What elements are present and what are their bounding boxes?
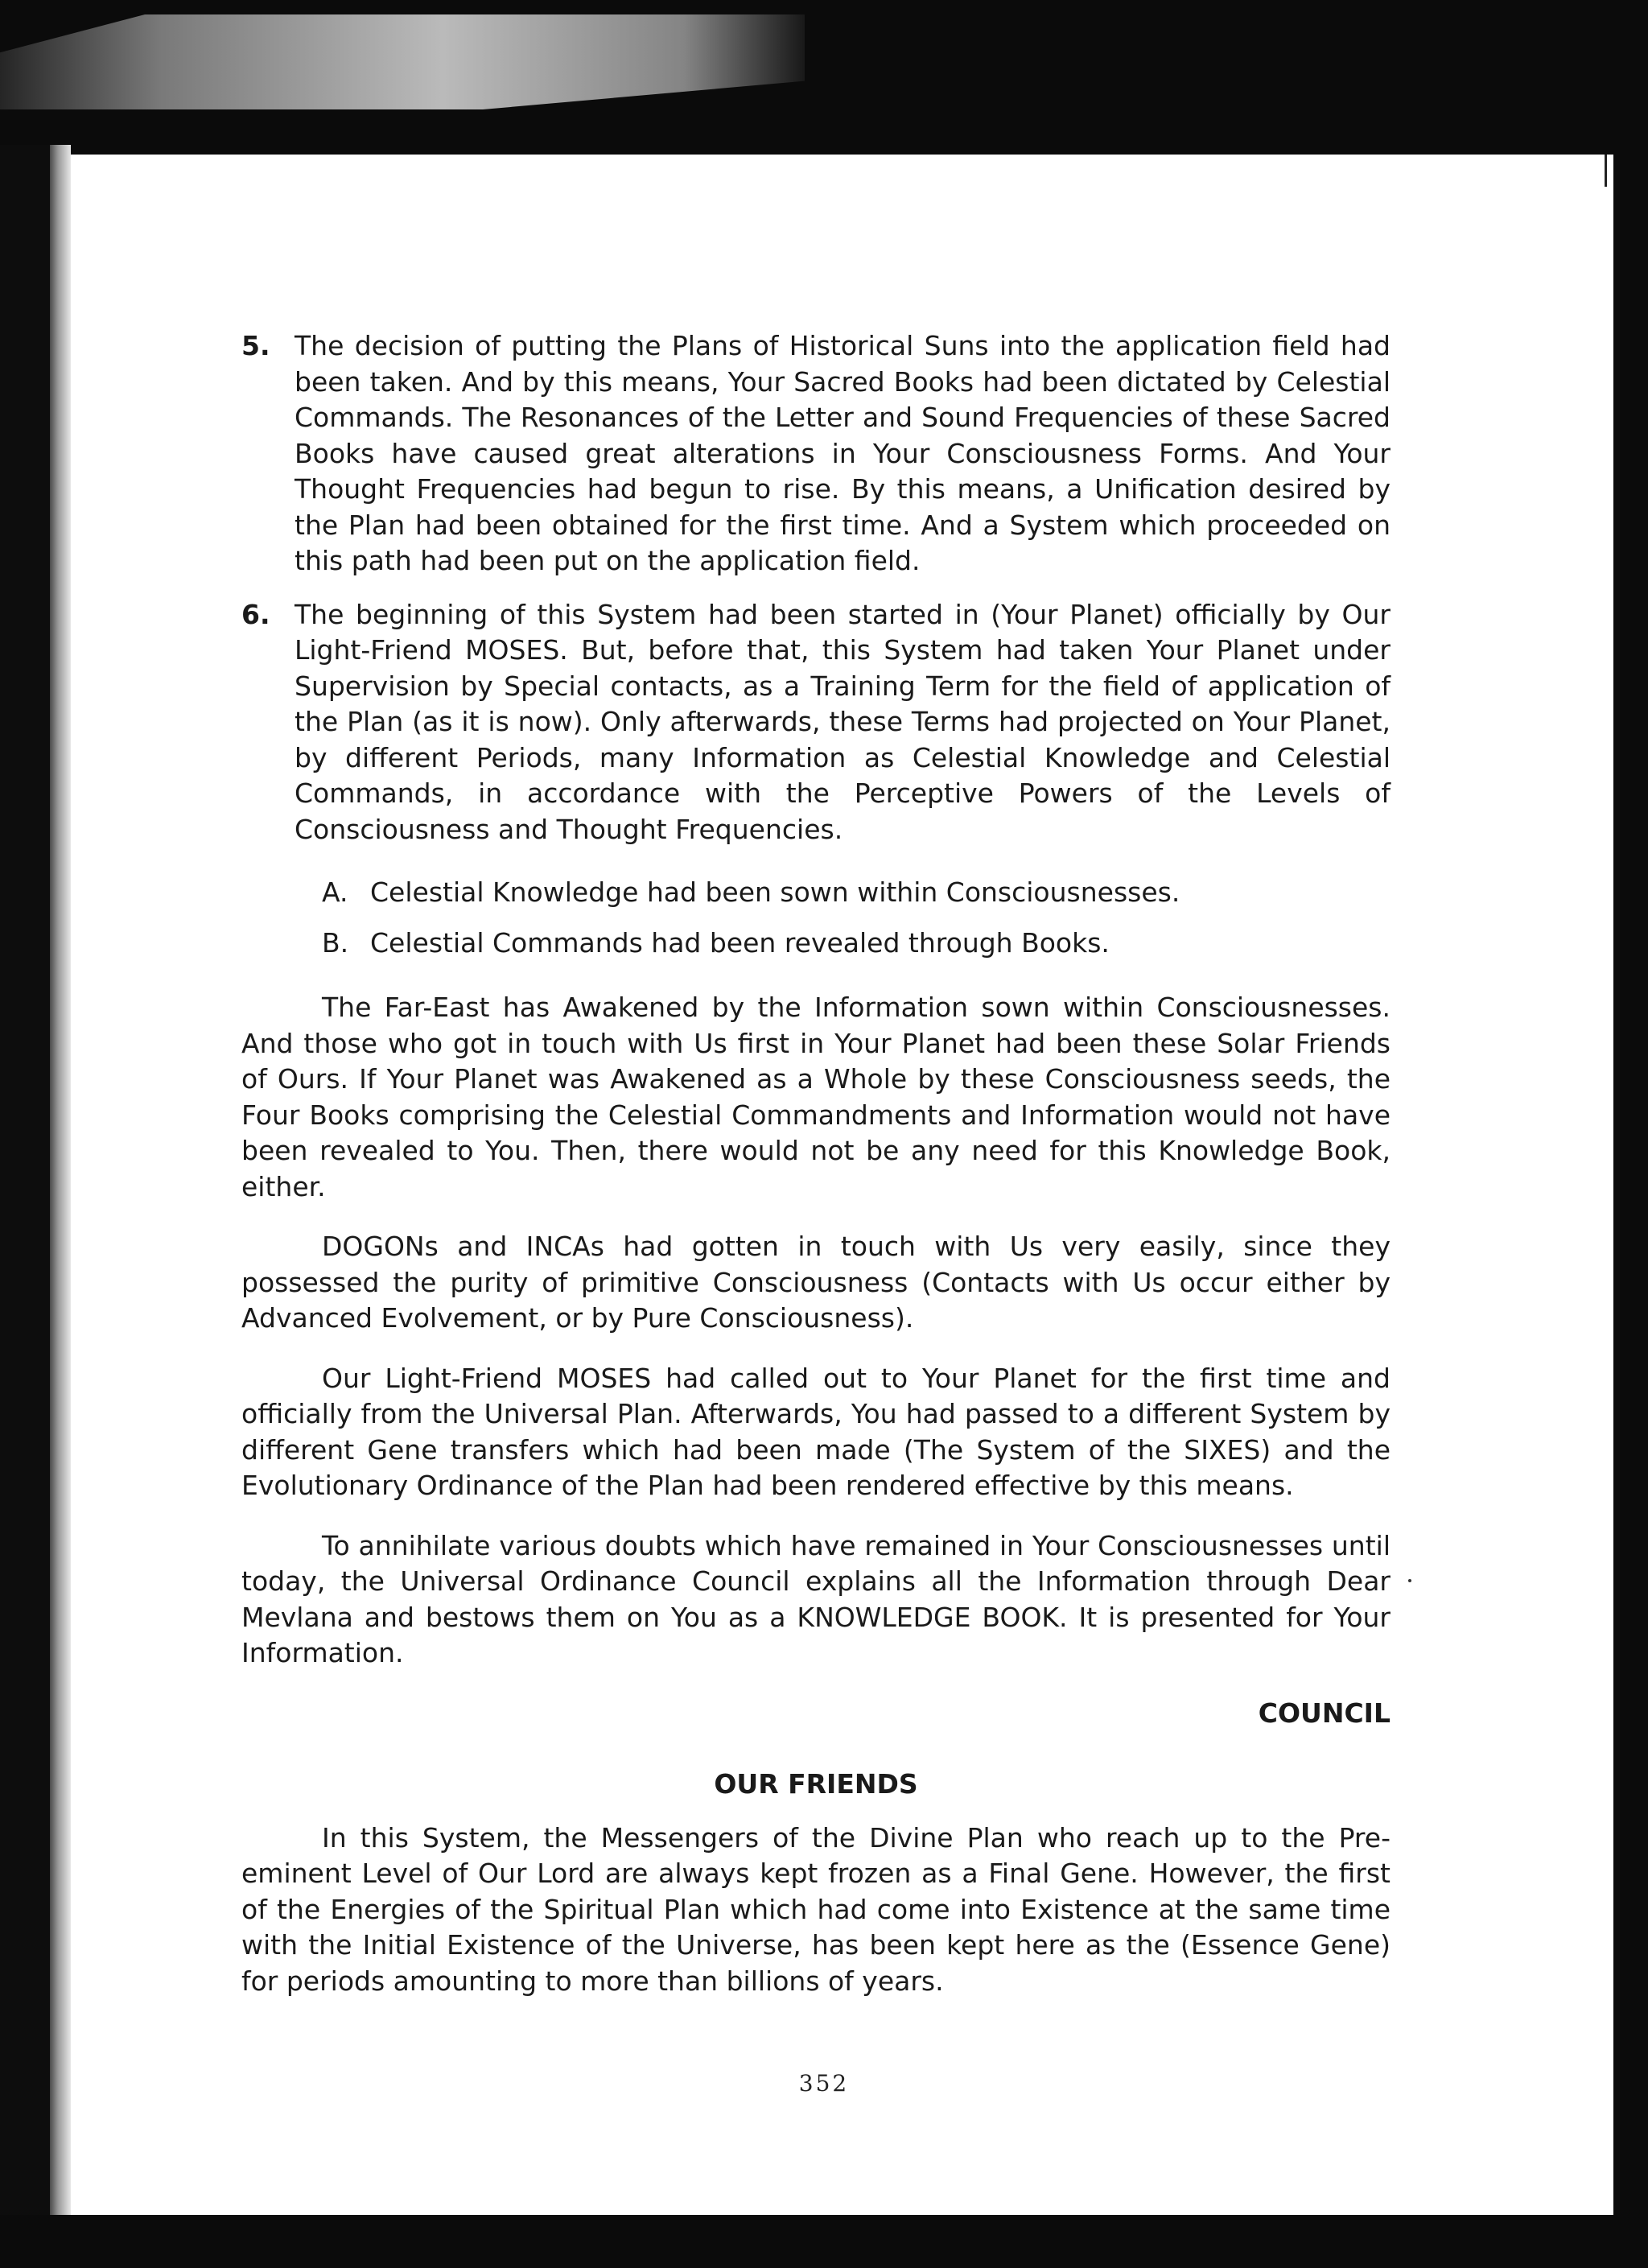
paragraph-dogons-incas: DOGONs and INCAs had gotten in touch with Us very easily, since they possessed the purity of primitive Consciousness (Contacts with Us occur either by Advanced Evolvement, or by Pure Consciousness).: [241, 1231, 1390, 1334]
sub-item-letter: A.: [322, 876, 348, 908]
sub-item-text: Celestial Knowledge had been sown within Consciousnesses.: [370, 876, 1180, 908]
page-body: [241, 328, 1390, 2023]
scan-mark: [1605, 155, 1607, 187]
sub-item-letter: B.: [322, 926, 349, 959]
scan-border-bottom: [0, 2215, 1648, 2268]
paragraph-moses: Our Light-Friend MOSES had called out to Your Planet for the first time and officially from the Universal Plan. Afterwards, You had passed to a different System by different Gene transfers which had been made (The System of the SIXES) and the Evolutionary Ordinance of the Plan had been rendered effective by this means.: [241, 1362, 1390, 1501]
numbered-item-6: [241, 597, 1390, 848]
item-number: 5.: [241, 330, 270, 361]
sub-item-b: [241, 926, 1390, 962]
section-heading: OUR FRIENDS: [714, 1768, 918, 1800]
book-binding-edge: [50, 145, 71, 2221]
sub-item-text: Celestial Commands had been revealed through Books.: [370, 926, 1110, 959]
sub-item-a: [241, 875, 1390, 911]
item-text: The decision of putting the Plans of Historical Suns into the application field had been taken. And by this means, Your Sacred Books had been dictated by Celestial Commands. The Resonances of the Letter and Sound Frequencies of these Sacred Books have caused great alterations in Your Consciousness Forms. And Your Thought Frequencies had begun to rise. By this means, a Unification desired by the Plan had been obtained for the first time. And a System which proceeded on this path had been put on the application field.: [295, 330, 1390, 576]
page-number: 352: [798, 2070, 850, 2097]
item-text: The beginning of this System had been started in (Your Planet) officially by Our Light-Friend MOSES. But, before that, this System had taken Your Planet under Supervision by Special contacts, as a Training Term for the field of application of the Plan (as it is now). Only afterwards, these Terms had projected on Your Planet, by different Periods, many Information as Celestial Knowledge and Celestial Commands, in accordance with the Perceptive Powers of the Levels of Consciousness and Thought Frequencies.: [295, 598, 1390, 845]
signature: COUNCIL: [1258, 1697, 1390, 1729]
numbered-item-5: [241, 328, 1390, 579]
scan-border-right: [1613, 0, 1648, 2268]
paragraph-knowledge-book: To annihilate various doubts which have remained in Your Consciousnesses until today, the Universal Ordinance Council explains all the Information through Dear Mevlana and bestows them on You as a KNOWLEDGE BOOK. It is presented for Your Information.: [241, 1529, 1390, 1668]
scan-border-left: [0, 145, 50, 2268]
paragraph-our-friends: In this System, the Messengers of the Divine Plan who reach up to the Pre-eminent Level of Our Lord are always kept frozen as a Final Gene. However, the first of the Energies of the Spiritual Plan which had come into Existence at the same time with the Initial Existence of the Universe, has been kept here as the (Essence Gene) for periods amounting to more than billions of years.: [241, 1821, 1390, 1997]
paragraph-far-east: The Far-East has Awakened by the Information sown within Consciousnesses. And those who got in touch with Us first in Your Planet had been these Solar Friends of Ours. If Your Planet was Awakened as a Whole by these Consciousness seeds, the Four Books comprising the Celestial Commandments and Information would not have been revealed to You. Then, there would not be any need for this Knowledge Book, either.: [241, 992, 1390, 1202]
scan-speck: [1408, 1579, 1411, 1582]
item-number: 6.: [241, 598, 270, 630]
